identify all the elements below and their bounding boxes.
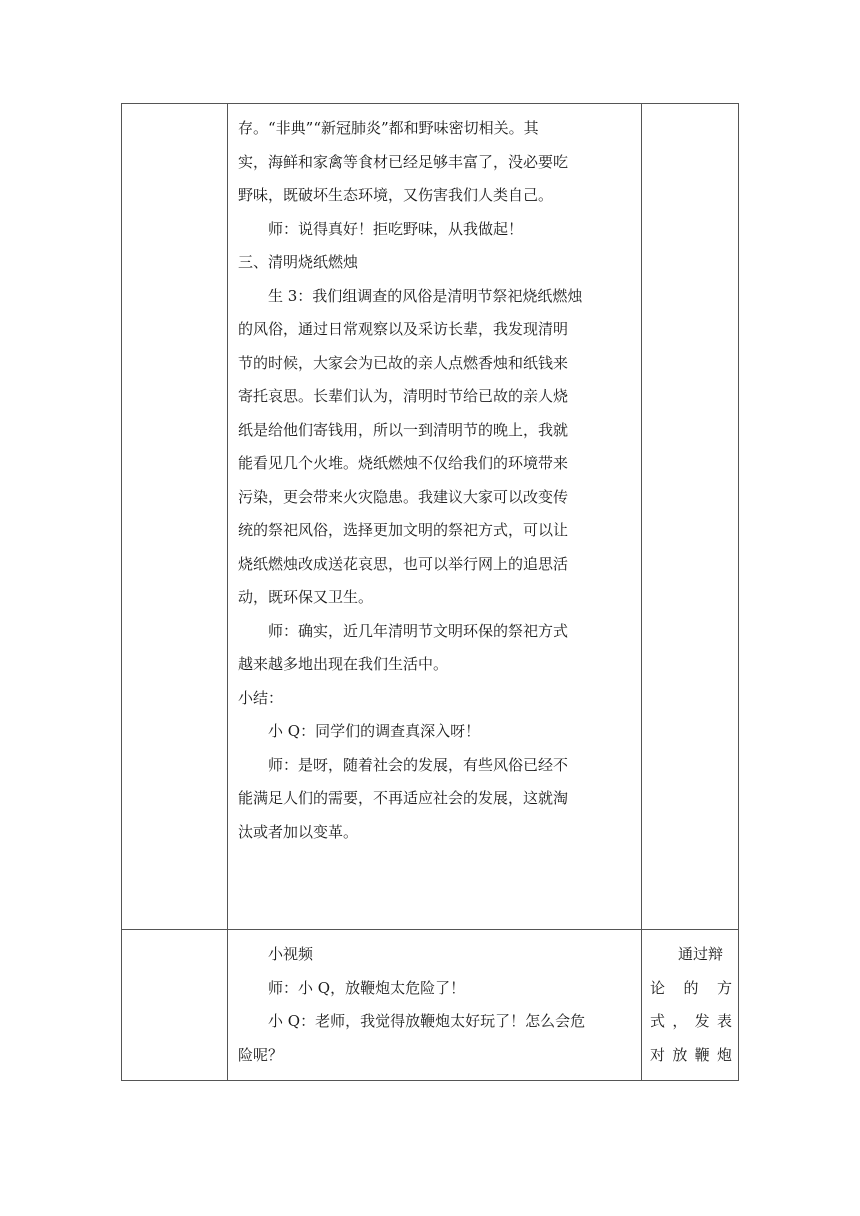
stage-cell <box>122 104 228 930</box>
text-line: 寄托哀思。长辈们认为，清明时节给已故的亲人烧 <box>238 387 569 405</box>
note-line: 式 ， 发 表 <box>650 1012 732 1030</box>
text-line: 师：小 Q，放鞭炮太危险了！ <box>268 978 466 997</box>
table-row <box>122 930 739 1081</box>
content-cell <box>228 104 642 930</box>
text-line: 险呢？ <box>238 1045 284 1064</box>
note-line: 论 的 方 <box>650 978 732 997</box>
text-line: 实，海鲜和家禽等食材已经足够丰富了，没必要吃 <box>238 152 569 171</box>
text-line: 越来越多地出现在我们生活中。 <box>238 655 449 673</box>
text-line: 能看见几个火堆。烧纸燃烛不仅给我们的环境带来 <box>238 454 569 472</box>
lesson-table <box>121 103 739 1081</box>
text-line: 动，既环保又卫生。 <box>238 588 374 606</box>
text-line: 师：确实，近几年清明节文明环保的祭祀方式 <box>268 621 569 640</box>
text-line: 汰或者加以变革。 <box>238 822 359 841</box>
text-line: 纸是给他们寄钱用，所以一到清明节的晚上，我就 <box>238 420 569 439</box>
text-line: 烧纸燃烛改成送花哀思，也可以举行网上的追思活 <box>238 554 569 573</box>
notes-cell <box>642 930 739 1081</box>
stage-cell <box>122 930 228 1081</box>
text-line: 生 3：我们组调查的风俗是清明节祭祀烧纸燃烛 <box>268 286 583 305</box>
text-line: 存。“非典”“新冠肺炎”都和野味密切相关。其 <box>238 119 539 137</box>
text-line: 能满足人们的需要，不再适应社会的发展，这就淘 <box>238 789 569 807</box>
summary-heading: 小结： <box>238 688 284 707</box>
text-line: 师：是呀，随着社会的发展，有些风俗已经不 <box>268 755 569 774</box>
text-line: 节的时候，大家会为已故的亲人点燃香烛和纸钱来 <box>238 353 569 372</box>
text-line: 污染，更会带来火灾隐患。我建议大家可以改变传 <box>238 487 569 506</box>
note-line: 通过辩 <box>678 945 724 963</box>
table-row <box>122 104 739 930</box>
note-line: 对 放 鞭 炮 <box>650 1045 732 1064</box>
text-line: 小视频 <box>268 945 314 963</box>
notes-cell <box>642 104 739 930</box>
text-line: 统的祭祀风俗，选择更加文明的祭祀方式，可以让 <box>238 521 569 539</box>
text-line: 野味，既破坏生态环境，又伤害我们人类自己。 <box>238 186 554 204</box>
text-line: 师：说得真好！拒吃野味，从我做起！ <box>268 219 524 238</box>
text-line: 的风俗，通过日常观察以及采访长辈，我发现清明 <box>238 320 569 338</box>
content-cell <box>228 930 642 1081</box>
section-heading: 三、清明烧纸燃烛 <box>238 253 359 271</box>
text-line: 小 Q：老师，我觉得放鞭炮太好玩了！怎么会危 <box>268 1012 586 1030</box>
text-line: 小 Q：同学们的调查真深入呀！ <box>268 722 481 740</box>
